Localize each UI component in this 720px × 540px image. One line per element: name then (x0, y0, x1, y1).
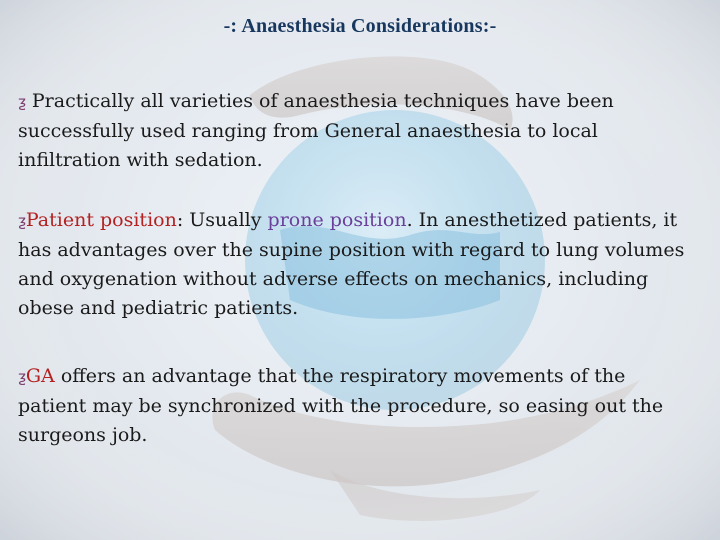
bullet-marker: ƺ (18, 212, 26, 230)
bullet-marker: ƺ (18, 93, 26, 111)
keyword-ga: GA (25, 365, 55, 387)
keyword-prone-position: prone position (267, 209, 407, 231)
bullet-patient-position (18, 206, 698, 323)
page-title: -: Anaesthesia Considerations:- (223, 15, 497, 37)
bullet-practically-all-varieties (18, 87, 698, 175)
bullet-ga-advantage (18, 362, 698, 450)
keyword-patient-position: Patient position (25, 209, 177, 231)
bullet-text: Practically all varieties of anaesthesia techniques have been successfully used ranging from General anaesthesia to local infiltration with sedation. (18, 90, 614, 171)
bullet-text: . In anesthetized patients, it has advantages over the supine position with regard to lung volumes and oxygenation without adverse effects on mechanics, including obese and pediatric patients. (18, 209, 685, 319)
bullet-marker: ƺ (18, 368, 26, 386)
bullet-label-suffix: : Usually (176, 209, 268, 231)
bullet-text: offers an advantage that the respiratory movements of the patient may be synchronized with the procedure, so easing out the surgeons job. (18, 365, 664, 446)
